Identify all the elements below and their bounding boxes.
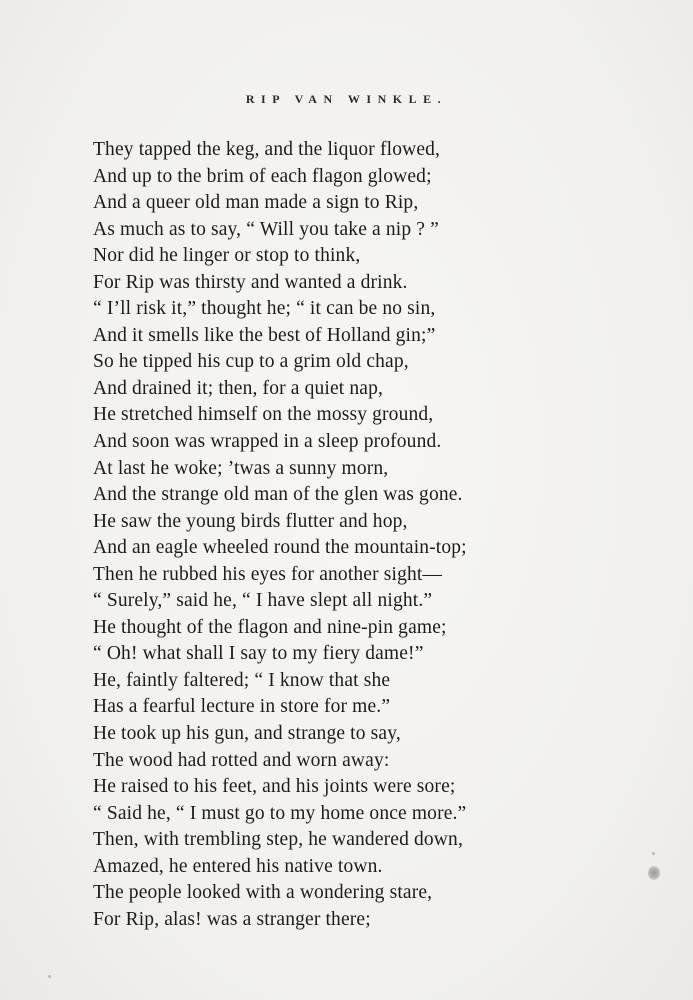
poem-line: As much as to say, “ Will you take a nip ? ” [93, 218, 439, 240]
poem-line: He thought of the flagon and nine-pin game; [93, 616, 447, 638]
poem-line: At last he woke; ’twas a sunny morn, [93, 457, 389, 479]
poem-line: And up to the brim of each flagon glowed; [93, 165, 432, 187]
poem-line: Nor did he linger or stop to think, [93, 245, 361, 267]
running-head: RIP VAN WINKLE. [245, 92, 448, 106]
poem-line: And it smells like the best of Holland gin;” [93, 324, 436, 346]
poem-line: The people looked with a wondering stare, [93, 882, 433, 904]
poem-line: Amazed, he entered his native town. [93, 855, 383, 877]
poem-line: He stretched himself on the mossy ground, [93, 404, 434, 426]
poem-line: And the strange old man of the glen was gone. [93, 484, 463, 506]
poem-line: He, faintly faltered; “ I know that she [93, 669, 391, 691]
poem-line: He took up his gun, and strange to say, [93, 723, 401, 745]
poem-line: Then, with trembling step, he wandered down, [93, 829, 463, 851]
poem-line: He saw the young birds flutter and hop, [93, 510, 408, 532]
poem-line: And a queer old man made a sign to Rip, [93, 192, 419, 214]
ink-smudge [648, 866, 660, 880]
poem-line: For Rip was thirsty and wanted a drink. [93, 271, 408, 293]
poem-line: “ Surely,” said he, “ I have slept all night.” [93, 590, 433, 612]
poem-line: And soon was wrapped in a sleep profound. [93, 431, 442, 453]
poem-line: “ Said he, “ I must go to my home once more.” [93, 802, 467, 824]
poem-line: And drained it; then, for a quiet nap, [93, 377, 383, 399]
poem-line: So he tipped his cup to a grim old chap, [93, 351, 409, 373]
poem-stanza [93, 137, 563, 933]
poem-line: Then he rubbed his eyes for another sight— [93, 563, 443, 585]
poem-line: He raised to his feet, and his joints were sore; [93, 776, 456, 798]
poem-line: And an eagle wheeled round the mountain-top; [93, 537, 467, 559]
poem-line: For Rip, alas! was a stranger there; [93, 908, 371, 930]
ink-speck [652, 852, 655, 855]
ink-speck [48, 975, 51, 978]
poem-line: “ Oh! what shall I say to my fiery dame!” [93, 643, 424, 665]
poem-line: Has a fearful lecture in store for me.” [93, 696, 391, 718]
poem-line: “ I’ll risk it,” thought he; “ it can be no sin, [93, 298, 436, 320]
poem-line: They tapped the keg, and the liquor flowed, [93, 139, 441, 160]
poem-line: The wood had rotted and worn away: [93, 749, 390, 771]
